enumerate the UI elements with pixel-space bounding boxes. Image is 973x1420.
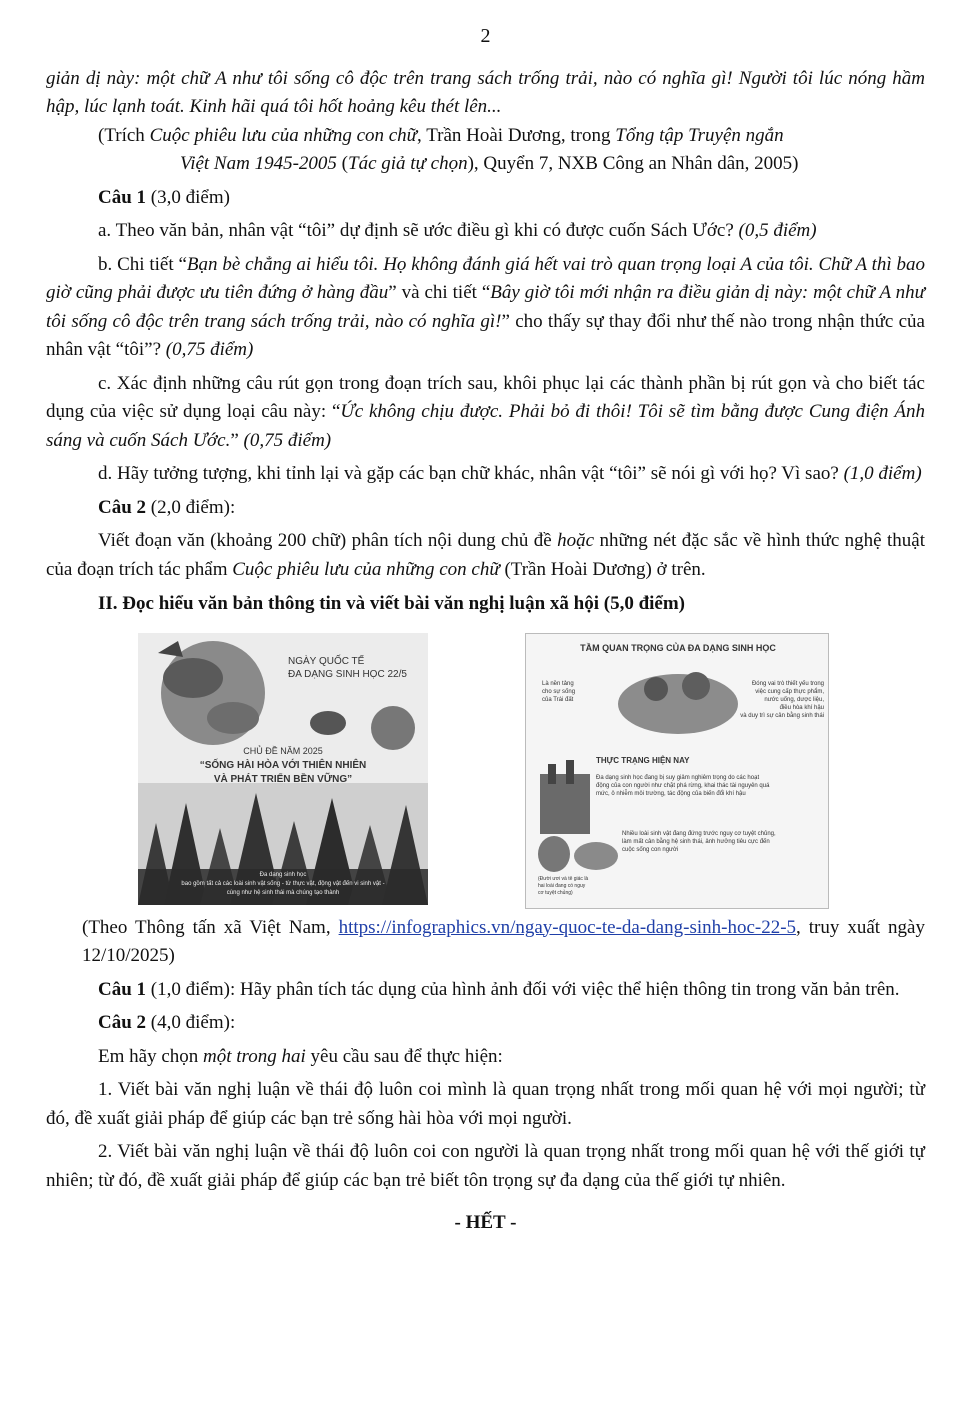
end-mark: - HẾT -	[454, 1212, 517, 1233]
infographics-row	[46, 619, 925, 909]
biodiversity-day-poster	[138, 633, 428, 905]
part2-question2-instruction: Em hãy chọn một trong hai yêu cầu sau để thực hiện:	[98, 1045, 503, 1067]
importance-roles: Đóng vai trò thiết yếu trong việc cung cấp thực phẩm, nước uống, dược liệu, điều hòa khí hậu và duy trì sự cân bằng sinh thái	[740, 680, 824, 719]
option-2: 2. Viết bài văn nghị luận về thái độ luôn coi con người là quan trọng nhất trong mối quan hệ với thế giới tự nhiên; từ đó, đề xuất giải pháp để giúp các bạn trẻ biết tôn trọng sự đa dạng của thế giới tự nhiên.	[46, 1141, 925, 1191]
infographic-source: (Theo Thông tấn xã Việt Nam, https://infographics.vn/ngay-quoc-te-da-dang-sinh-hoc-22-5, truy xuất ngày 12/10/2025)	[82, 916, 925, 966]
question-1c: c. Xác định những câu rút gọn trong đoạn trích sau, khôi phục lại các thành phần bị rút gọn và cho biết tác dụng của việc sử dụng loại câu này: “Ức không chịu được. Phải bỏ đi thôi! Tôi sẽ tìm bằng được Cung điện Ánh sáng và cuốn Sách Ước.” (0,75 điểm)	[46, 372, 925, 451]
excerpt-source: (Trích Cuộc phiêu lưu của những con chữ, Trần Hoài Dương, trong Tổng tập Truyện ngắn Việt Nam 1945-2005 (Tác giả tự chọn), Quyển 7, NXB Công an Nhân dân, 2005)	[98, 124, 799, 174]
infographic-title: TẦM QUAN TRỌNG CỦA ĐA DẠNG SINH HỌC	[580, 642, 776, 653]
part2-question2-heading: Câu 2 (4,0 điểm):	[98, 1012, 236, 1033]
part1-question2-text: Viết đoạn văn (khoảng 200 chữ) phân tích nội dung chủ đề hoặc những nét đặc sắc về hình thức nghệ thuật của đoạn trích tác phẩm Cuộc phiêu lưu của những con chữ (Trần Hoài Dương) ở trên.	[46, 530, 925, 580]
infographic-artwork	[526, 634, 829, 909]
question-1d: d. Hãy tưởng tượng, khi tỉnh lại và gặp các bạn chữ khác, nhân vật “tôi” sẽ nói gì với họ? Vì sao? (1,0 điểm)	[98, 463, 922, 484]
part1-question1-heading: Câu 1 (3,0 điểm)	[98, 186, 230, 208]
biodiversity-importance-infographic	[525, 633, 829, 909]
status-title: THỰC TRẠNG HIỆN NAY	[596, 755, 690, 765]
species-caption: (Đười ươi và tê giác là hai loài đang có nguy cơ tuyệt chủng)	[538, 875, 589, 896]
question-1a: a. Theo văn bản, nhân vật “tôi” dự định sẽ ước điều gì khi có được cuốn Sách Ước? (0,5 điểm)	[98, 220, 817, 241]
poster-title: NGÀY QUỐC TẾ ĐA DẠNG SINH HỌC 22/5	[288, 655, 407, 680]
question-1b: b. Chi tiết “Bạn bè chẳng ai hiểu tôi. Họ không đánh giá hết vai trò quan trọng loại A của tôi. Chữ A thì bao giờ cũng phải được ưu tiên đứng ở hàng đầu” và chi tiết “Bây giờ tôi mới nhận ra điều giản dị này: một chữ A như tôi sống cô độc trên trang sách trống trải, nào có nghĩa gì!” cho thấy sự thay đổi như thế nào trong nhận thức của nhân vật “tôi”? (0,75 điểm)	[46, 253, 925, 360]
part2-heading: II. Đọc hiểu văn bản thông tin và viết bài văn nghị luận xã hội (5,0 điểm)	[98, 593, 686, 614]
part2-question1: Câu 1 (1,0 điểm): Hãy phân tích tác dụng của hình ảnh đối với việc thể hiện thông tin trong văn bản trên.	[98, 978, 900, 1000]
page-number: 2	[480, 25, 491, 47]
option-1: 1. Viết bài văn nghị luận về thái độ luôn coi mình là quan trọng nhất trong mối quan hệ với mọi người; từ đó, đề xuất giải pháp để giúp các bạn trẻ sống hài hòa với mọi người.	[46, 1079, 925, 1129]
excerpt-ending: giản dị này: một chữ A như tôi sống cô độc trên trang sách trống trải, nào có nghĩa gì! Người tôi lúc nóng hầm hập, lúc lạnh toát. Kinh hãi quá tôi hốt hoảng kêu thét lên...	[46, 67, 925, 117]
importance-foundation: Là nền tảng cho sự sống của Trái đất	[542, 680, 576, 703]
poster-footnote: Đa dạng sinh học bao gồm tất cả các loài sinh vật sống - từ thực vật, động vật đến vi sinh vật - cùng như hệ sinh thái mà chúng tạo thành	[181, 871, 385, 896]
status-text: Đa dạng sinh học đang bị suy giảm nghiêm trọng do các hoạt động của con người như chặt phá rừng, khai thác tài nguyên quá mức, ô nhiễm môi trường, tác động của biến đổi khí hậu	[596, 774, 770, 797]
endangered-species-text: Nhiều loài sinh vật đang đứng trước nguy cơ tuyệt chủng, làm mất cân bằng hệ sinh thái, ảnh hưởng tiêu cực đến cuộc sống con người	[622, 830, 776, 853]
poster-theme-label: CHỦ ĐỀ NĂM 2025	[243, 745, 323, 756]
part1-question2-heading: Câu 2 (2,0 điểm):	[98, 496, 236, 518]
poster-theme: “SỐNG HÀI HÒA VỚI THIÊN NHIÊN VÀ PHÁT TRIỂN BỀN VỮNG”	[199, 759, 367, 785]
source-link[interactable]: https://infographics.vn/ngay-quoc-te-da-dang-sinh-hoc-22-5	[338, 916, 797, 938]
